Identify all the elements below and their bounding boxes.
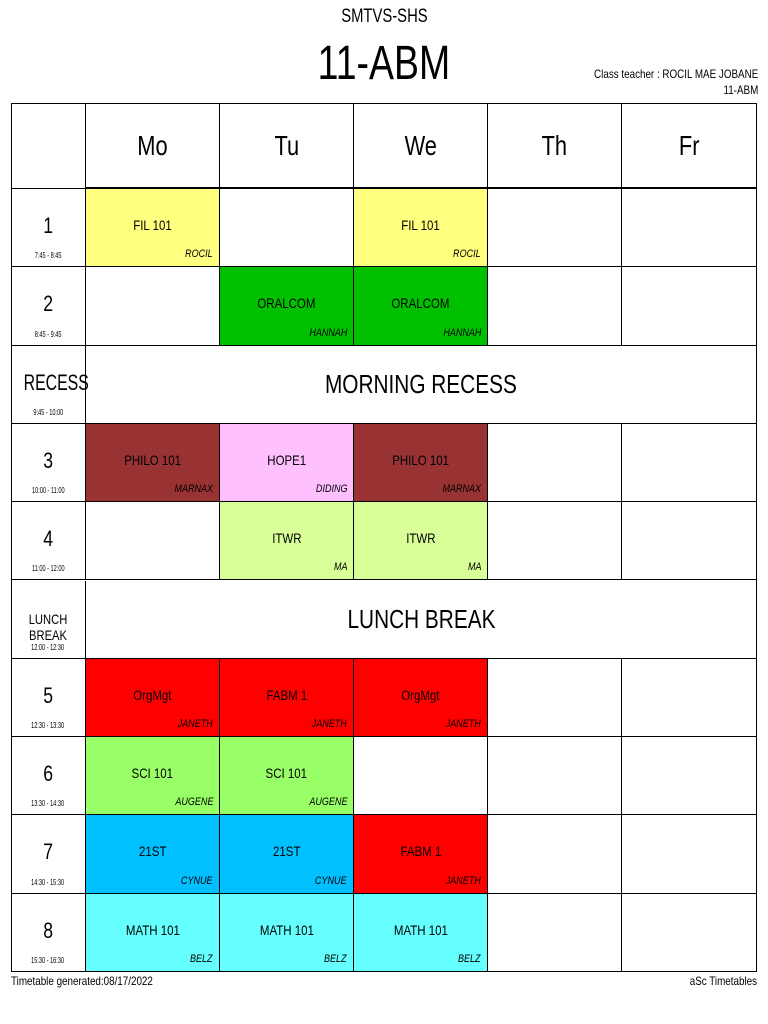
empty-cell [622,815,757,893]
lesson-teacher [435,327,481,339]
lesson-subject [86,452,219,468]
lesson-subject [86,765,219,781]
lesson-cell [354,267,488,345]
period-time-text: 13:30 - 14:30 [31,799,65,809]
lesson-teacher-text: ROCIL [453,248,481,261]
period-number-text: 5 [43,682,53,708]
period-number-text: LUNCH BREAK [28,610,68,643]
lesson-subject-text: ORALCOM [257,295,316,312]
lesson-teacher [309,483,348,495]
period-label-cell [11,189,86,267]
empty-cell [488,737,622,815]
lesson-cell [220,502,354,580]
day-header [622,103,757,189]
lesson-cell [354,502,488,580]
period-label-cell [11,346,89,424]
lesson-teacher-text: JANETH [177,718,213,731]
period-number-text: 6 [43,761,53,787]
lesson-subject [220,765,353,781]
lesson-cell [354,659,488,737]
lesson-subject-text: MATH 101 [125,921,180,938]
period-time-text: 12:30 - 13:30 [31,721,65,731]
lesson-cell [86,815,220,893]
lesson-teacher [308,875,347,887]
period-number [11,761,85,787]
period-time [11,643,85,652]
period-time [11,408,85,417]
period-label-cell [11,424,86,502]
generated-date: Timetable generated:08/17/2022 [11,974,153,988]
lesson-subject [220,295,353,311]
lesson-subject-text: OrgMgt [133,686,172,703]
period-number-text: 8 [43,917,53,943]
period-number [11,448,85,474]
lesson-subject-text: HOPE1 [267,451,306,468]
lesson-teacher-text: MA [467,561,481,574]
day-header [488,103,622,189]
lesson-subject-text: ITWR [405,530,436,547]
period-number-text: 2 [43,291,53,317]
period-time-text: 12:00 - 12:30 [31,642,65,652]
empty-cell [488,424,622,502]
day-header [220,103,354,189]
lesson-teacher-text: JANETH [445,718,481,731]
empty-cell [354,737,488,815]
lesson-subject-text: ITWR [271,530,302,547]
period-label-cell [11,267,86,345]
lesson-subject [86,217,219,233]
empty-cell [488,502,622,580]
lesson-cell [220,737,354,815]
period-label-cell [11,737,86,815]
lesson-teacher [301,796,347,808]
lesson-teacher-text: ROCIL [185,248,213,261]
lesson-teacher [170,718,213,730]
day-header-label: We [404,129,437,161]
lesson-cell [86,894,220,972]
empty-cell [488,815,622,893]
day-header-label: Fr [678,129,700,161]
lesson-subject [354,452,487,468]
period-label-cell [11,894,86,972]
timetable-grid [11,103,757,972]
lesson-subject [354,687,487,703]
lesson-teacher-text: MA [333,561,347,574]
lesson-subject-text: FIL 101 [401,217,440,233]
period-time-text: 11:00 - 12:00 [31,564,65,574]
lesson-subject [354,922,487,938]
class-teacher-info [558,66,758,98]
lesson-subject-text: FIL 101 [133,217,172,233]
lesson-teacher-text: HANNAH [442,326,481,339]
school-name: SMTVS-SHS [340,6,428,27]
period-time-text: 9:45 - 10:00 [33,407,63,417]
lesson-subject [86,687,219,703]
lesson-teacher-text: JANETH [311,718,347,731]
lesson-subject-text: ORALCOM [391,295,450,312]
lesson-subject [354,530,487,546]
lesson-teacher-text: BELZ [458,952,481,965]
period-time-text: 7:45 - 8:45 [34,251,62,261]
lesson-teacher-text: CYNUE [315,874,347,887]
lesson-cell [86,189,220,267]
lesson-cell [354,424,488,502]
lesson-teacher [438,718,481,730]
lesson-subject-text: OrgMgt [401,686,440,703]
period-label-cell [11,502,86,580]
period-number [11,839,85,865]
class-teacher-line: Class teacher : ROCIL MAE JOBANE [593,67,758,81]
day-header [86,103,220,189]
period-time [11,799,85,808]
lesson-teacher [304,718,347,730]
lesson-teacher-text: AUGENE [174,796,213,809]
header-divider [85,187,757,189]
empty-cell [622,189,757,267]
class-teacher-class: 11-ABM [723,83,758,97]
lesson-teacher [465,561,482,573]
lesson-subject [86,843,219,859]
period-time [11,956,85,965]
lesson-subject-text: PHILO 101 [124,451,181,468]
period-number [11,369,89,396]
period-label-cell [11,815,86,893]
lesson-subject [220,452,353,468]
lesson-subject-text: SCI 101 [131,765,174,782]
lesson-subject-text: FABM 1 [400,843,441,860]
period-number [11,611,85,643]
empty-cell [622,267,757,345]
lesson-teacher-text: BELZ [190,952,213,965]
lesson-cell [354,189,488,267]
lesson-cell [354,815,488,893]
period-time [11,564,85,573]
lesson-cell [86,737,220,815]
lesson-cell [86,424,220,502]
lesson-teacher [301,327,347,339]
lesson-subject [220,687,353,703]
lesson-subject [354,295,487,311]
break-band-label: LUNCH BREAK [347,603,495,634]
period-number [11,213,85,239]
empty-cell [488,894,622,972]
lesson-subject [86,922,219,938]
empty-cell [488,189,622,267]
lesson-teacher-text: AUGENE [308,796,347,809]
empty-cell [488,659,622,737]
lesson-subject-text: 21ST [138,843,167,860]
period-label-cell [11,581,86,659]
period-number [11,526,85,552]
lesson-cell [220,267,354,345]
lesson-subject-text: MATH 101 [259,921,314,938]
period-number-text: 4 [43,526,53,552]
period-time-text: 10:00 - 11:00 [31,486,65,496]
lesson-teacher [331,561,348,573]
lesson-subject-text: 21ST [272,843,301,860]
empty-cell [622,894,757,972]
lesson-teacher-text: BELZ [324,952,347,965]
lesson-teacher [185,953,213,965]
period-time [11,330,85,339]
lesson-teacher-text: DIDING [315,483,347,496]
empty-cell [622,737,757,815]
period-number [11,918,85,944]
day-header-label: Th [541,129,568,161]
empty-cell [86,267,220,345]
period-number-text: 1 [43,213,53,238]
period-time [11,486,85,495]
lesson-teacher-text: MARNAX [442,483,481,496]
lesson-teacher [319,953,347,965]
lesson-teacher [438,875,481,887]
empty-cell [622,502,757,580]
lesson-subject-text: FABM 1 [266,686,307,703]
day-header-label: Tu [274,129,299,161]
lesson-teacher [434,483,481,495]
period-time [11,878,85,887]
lesson-cell [220,815,354,893]
lesson-teacher [167,796,213,808]
period-label-cell [11,659,86,737]
period-time-text: 15:30 - 16:30 [31,955,65,965]
lesson-subject [354,217,487,233]
lesson-teacher [179,248,213,260]
class-title: 11-ABM [317,37,451,90]
break-band [86,581,757,659]
period-number [11,683,85,709]
empty-cell [488,267,622,345]
brand-label: aSc Timetables [689,974,757,988]
break-band [86,346,757,424]
lesson-subject-text: SCI 101 [265,765,308,782]
lesson-teacher [453,953,481,965]
lesson-teacher [174,875,213,887]
empty-cell [86,502,220,580]
lesson-cell [354,894,488,972]
lesson-cell [86,659,220,737]
lesson-teacher-text: MARNAX [174,483,213,496]
empty-cell [220,189,354,267]
lesson-teacher-text: JANETH [445,874,481,887]
period-time [11,251,85,260]
period-time-text: 14:30 - 15:30 [31,877,65,887]
lesson-cell [220,894,354,972]
empty-cell [622,424,757,502]
lesson-teacher-text: HANNAH [308,326,347,339]
corner-cell [11,103,86,189]
lesson-subject [220,530,353,546]
lesson-teacher-text: CYNUE [181,874,213,887]
day-header [354,103,488,189]
period-number-text: RECESS [23,369,89,395]
period-number-text: 7 [43,839,53,865]
lesson-cell [220,659,354,737]
period-number-text: 3 [43,447,53,473]
lesson-subject [220,922,353,938]
empty-cell [622,659,757,737]
period-number [11,291,85,317]
break-band-label: MORNING RECESS [325,368,517,399]
lesson-teacher [447,248,481,260]
lesson-teacher [166,483,213,495]
lesson-cell [220,424,354,502]
period-time [11,721,85,730]
lesson-subject-text: PHILO 101 [392,451,449,468]
period-time-text: 8:45 - 9:45 [34,329,62,339]
lesson-subject [220,843,353,859]
lesson-subject [354,843,487,859]
lesson-subject-text: MATH 101 [393,921,448,938]
day-header-label: Mo [137,129,168,161]
